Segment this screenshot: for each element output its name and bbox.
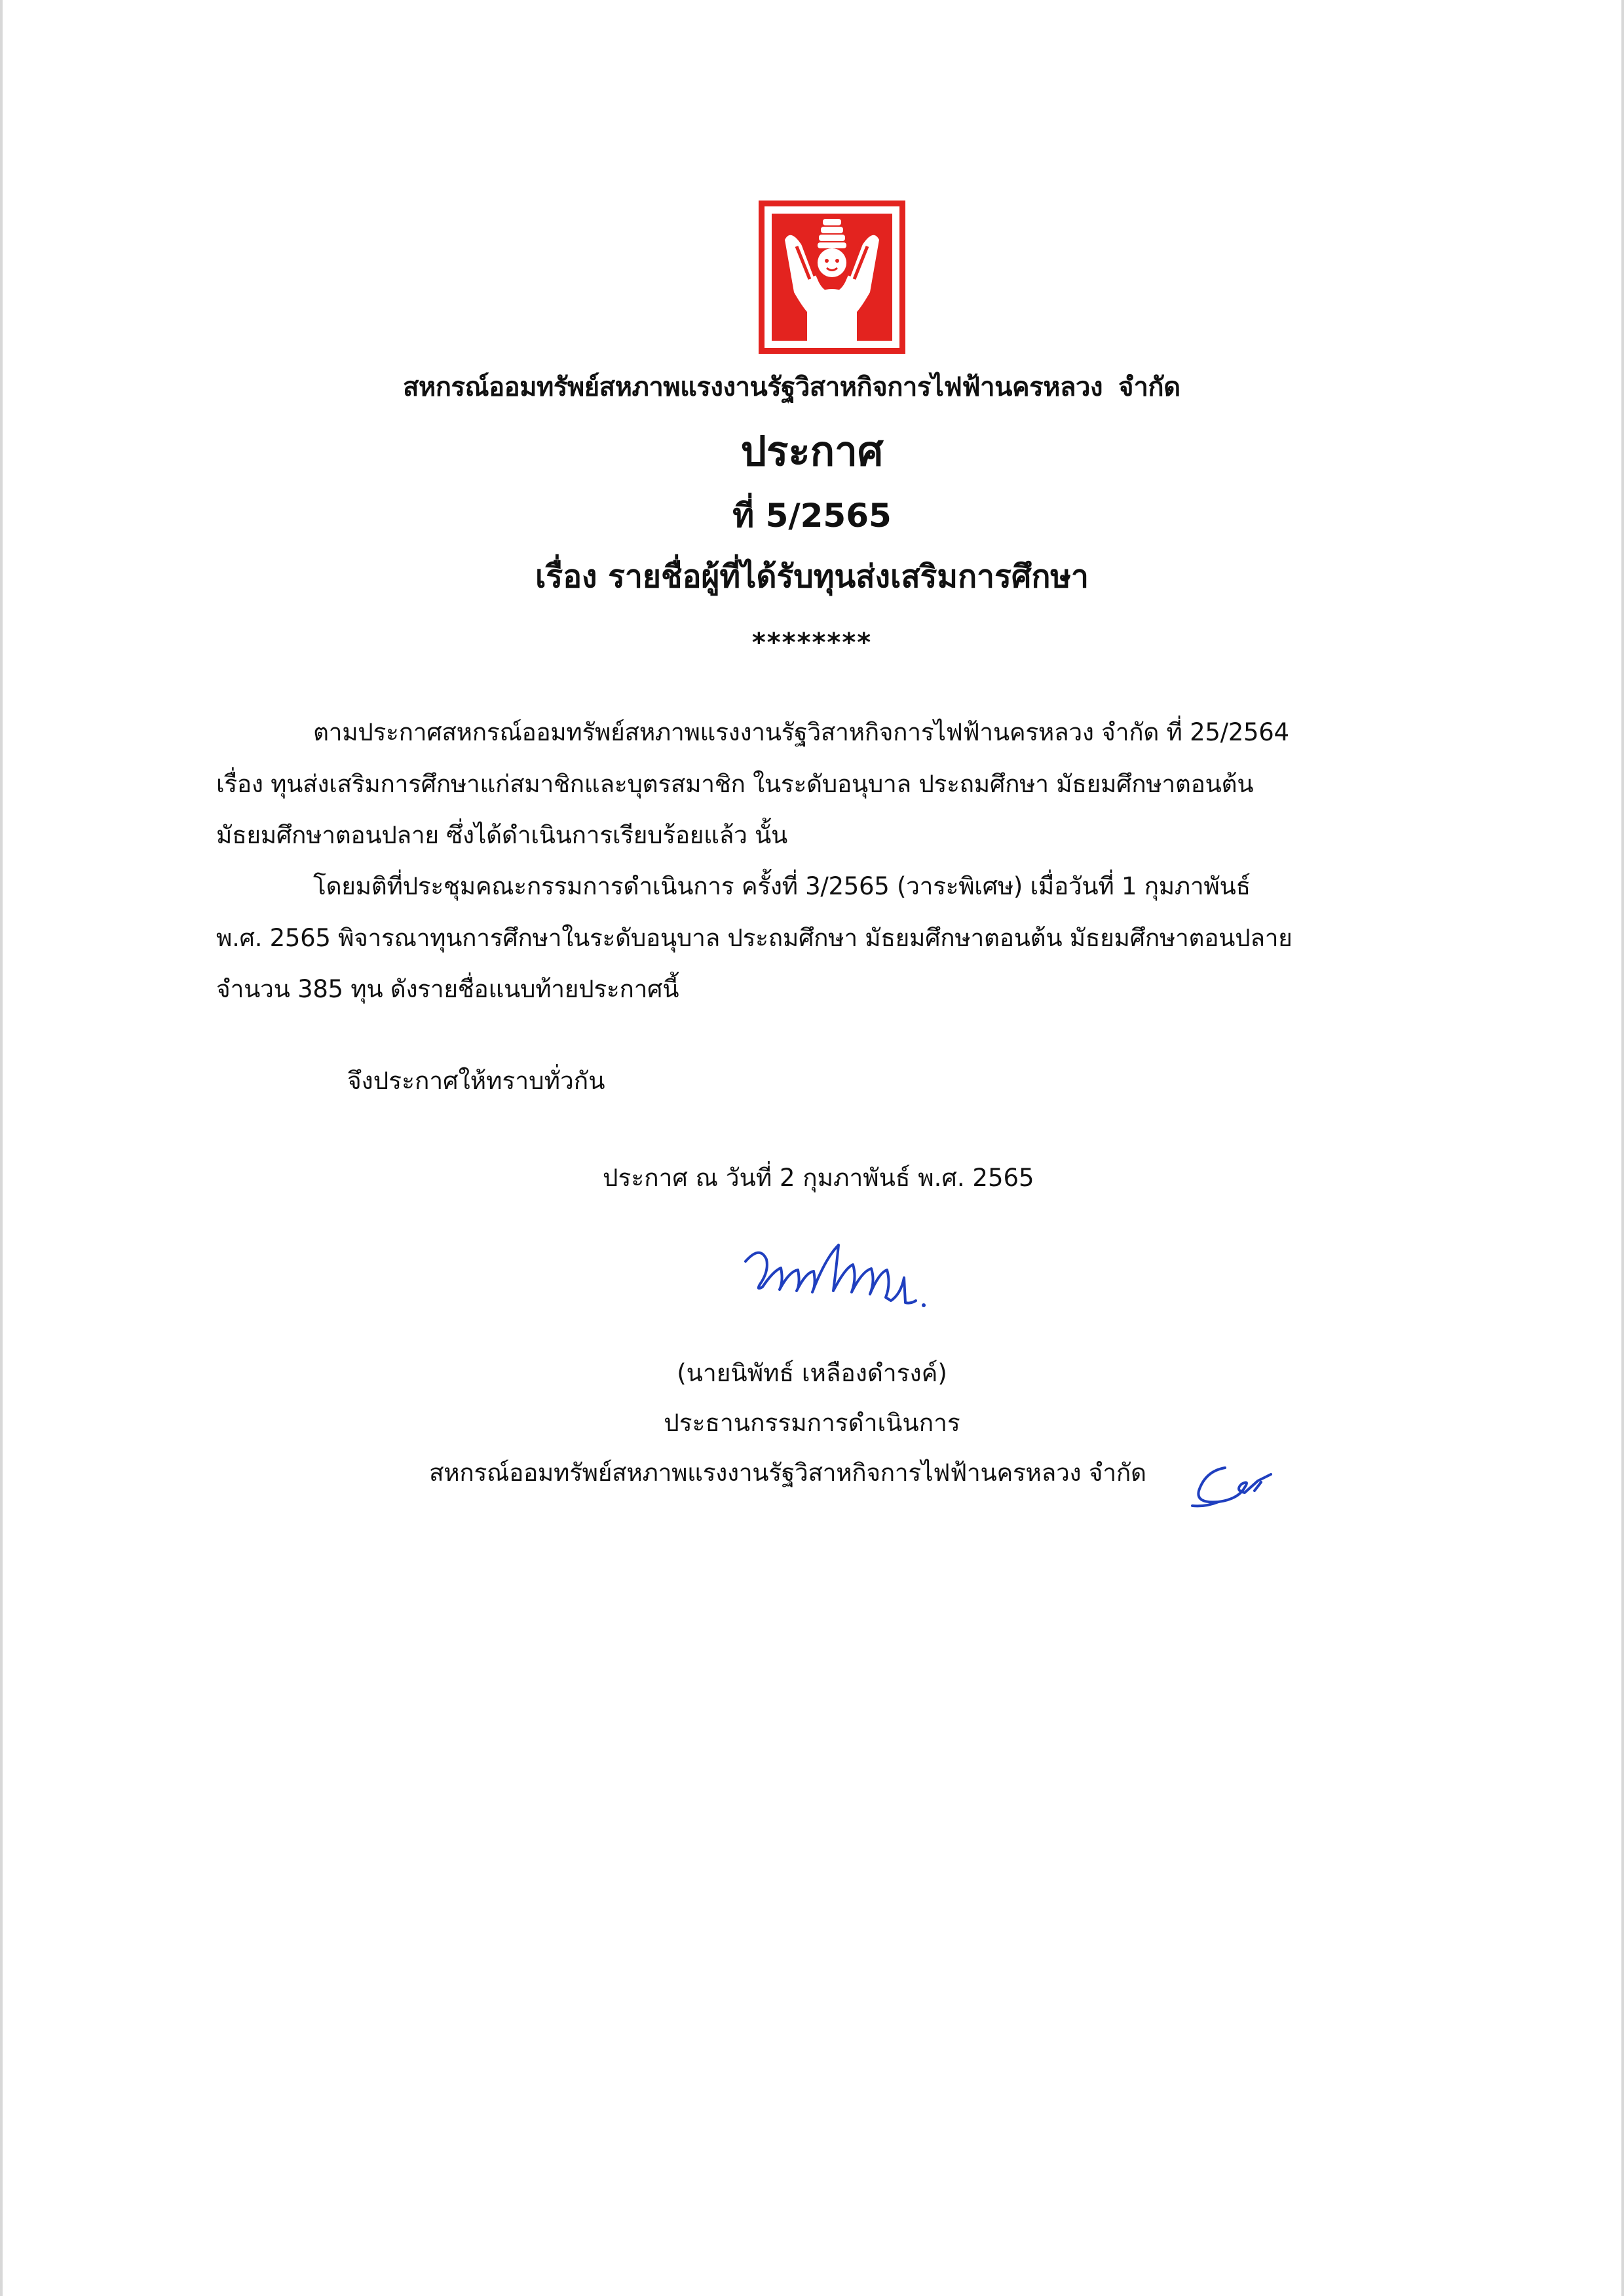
organization-heading	[403, 366, 1255, 408]
organization-suffix: จำกัด	[1118, 372, 1180, 402]
signer-organization: สหกรณ์ออมทรัพย์สหภาพแรงงานรัฐวิสาหกิจการไฟฟ้านครหลวง จำกัด	[429, 1459, 1146, 1487]
paragraph2-line: โดยมติที่ประชุมคณะกรรมการดำเนินการ ครั้งที่ 3/2565 (วาระพิเศษ) เมื่อวันที่ 1 กุมภาพันธ์	[313, 872, 1251, 900]
page-edge-left	[0, 0, 3, 2296]
paragraph2-line: พ.ศ. 2565 พิจารณาทุนการศึกษาในระดับอนุบาล ประถมศึกษา มัธยมศึกษาตอนต้น มัธยมศึกษาตอนปลาย	[216, 924, 1293, 952]
signer-name: (นายนิพัทธ์ เหลืองดำรงค์)	[677, 1359, 947, 1387]
organization-name: สหกรณ์ออมทรัพย์สหภาพแรงงานรัฐวิสาหกิจการไฟฟ้านครหลวง	[403, 372, 1103, 402]
initials-icon	[1179, 1455, 1277, 1527]
paragraph1-line: เรื่อง ทุนส่งเสริมการศึกษาแก่สมาชิกและบุตรสมาชิก ในระดับอนุบาล ประถมศึกษา มัธยมศึกษาตอนต้น	[216, 770, 1254, 798]
document-title: ประกาศ	[740, 427, 884, 475]
announcement-number: ที่ 5/2565	[732, 497, 892, 535]
announcement-date: ประกาศ ณ วันที่ 2 กุมภาพันธ์ พ.ศ. 2565	[603, 1164, 1034, 1192]
separator-stars: ********	[751, 628, 873, 658]
announcement-subject: เรื่อง รายชื่อผู้ที่ได้รับทุนส่งเสริมการศึกษา	[535, 558, 1089, 595]
paragraph2-line: จำนวน 385 ทุน ดังรายชื่อแนบท้ายประกาศนี้	[216, 975, 679, 1003]
paragraph1-line: มัธยมศึกษาตอนปลาย ซึ่งได้ดำเนินการเรียบร้อยแล้ว นั้น	[216, 821, 788, 849]
paragraph1-line: ตามประกาศสหกรณ์ออมทรัพย์สหภาพแรงงานรัฐวิสาหกิจการไฟฟ้านครหลวง จำกัด ที่ 25/2564	[313, 718, 1289, 746]
signer-position: ประธานกรรมการดำเนินการ	[664, 1409, 960, 1437]
closing-statement: จึงประกาศให้ทราบทั่วกัน	[347, 1067, 605, 1095]
signature-icon	[740, 1232, 930, 1311]
cooperative-logo-icon	[759, 201, 905, 354]
page-edge-right	[1621, 0, 1624, 2296]
